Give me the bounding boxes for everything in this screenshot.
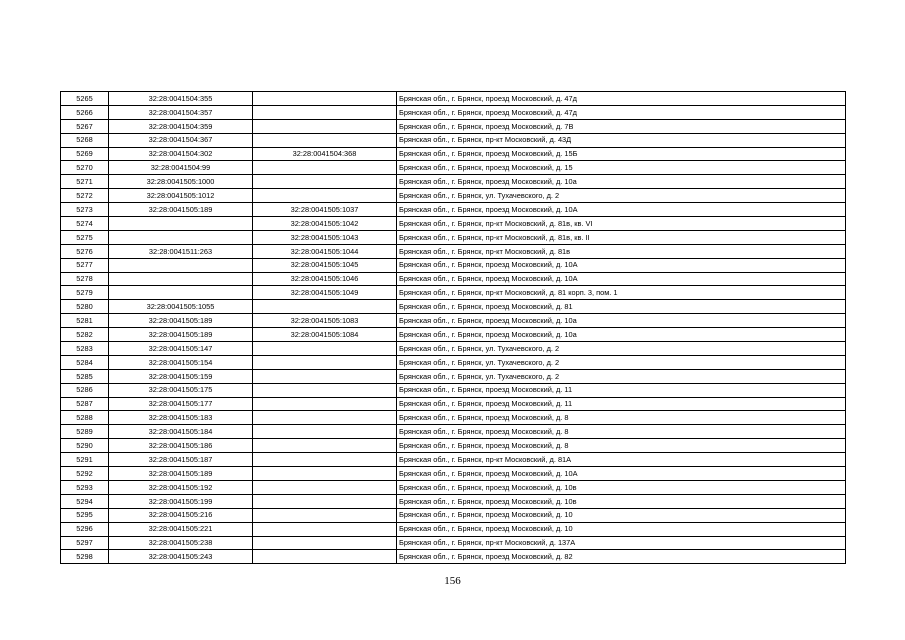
building-cadastral-number-cell xyxy=(253,425,397,439)
address-cell: Брянская обл., г. Брянск, пр-кт Московский, д. 137А xyxy=(397,536,846,550)
building-cadastral-number-cell xyxy=(253,467,397,481)
address-cell: Брянская обл., г. Брянск, ул. Тухачевского, д. 2 xyxy=(397,189,846,203)
row-number-cell: 5290 xyxy=(61,439,109,453)
building-cadastral-number-cell xyxy=(253,119,397,133)
table-row xyxy=(61,439,846,453)
building-cadastral-number-cell xyxy=(253,494,397,508)
table-row xyxy=(61,217,846,231)
row-number-cell: 5293 xyxy=(61,480,109,494)
address-cell: Брянская обл., г. Брянск, проезд Московский, д. 10в xyxy=(397,480,846,494)
address-cell: Брянская обл., г. Брянск, проезд Московский, д. 47д xyxy=(397,105,846,119)
cadastral-number-cell: 32:28:0041505:189 xyxy=(109,314,253,328)
building-cadastral-number-cell xyxy=(253,300,397,314)
address-cell: Брянская обл., г. Брянск, пр-кт Московский, д. 81А xyxy=(397,453,846,467)
address-cell: Брянская обл., г. Брянск, проезд Московский, д. 81 xyxy=(397,300,846,314)
address-cell: Брянская обл., г. Брянск, ул. Тухачевского, д. 2 xyxy=(397,369,846,383)
table-row xyxy=(61,467,846,481)
table-row xyxy=(61,258,846,272)
row-number-cell: 5265 xyxy=(61,92,109,106)
table-row xyxy=(61,92,846,106)
row-number-cell: 5278 xyxy=(61,272,109,286)
table-row xyxy=(61,522,846,536)
table-row xyxy=(61,272,846,286)
row-number-cell: 5273 xyxy=(61,203,109,217)
address-cell: Брянская обл., г. Брянск, проезд Московский, д. 10 xyxy=(397,508,846,522)
table-row xyxy=(61,480,846,494)
cadastral-number-cell: 32:28:0041505:183 xyxy=(109,411,253,425)
row-number-cell: 5295 xyxy=(61,508,109,522)
table-row xyxy=(61,189,846,203)
building-cadastral-number-cell xyxy=(253,161,397,175)
table-row xyxy=(61,453,846,467)
address-cell: Брянская обл., г. Брянск, проезд Московский, д. 7В xyxy=(397,119,846,133)
cadastral-number-cell xyxy=(109,258,253,272)
table-row xyxy=(61,508,846,522)
cadastral-number-cell: 32:28:0041505:184 xyxy=(109,425,253,439)
cadastral-number-cell: 32:28:0041505:1055 xyxy=(109,300,253,314)
row-number-cell: 5289 xyxy=(61,425,109,439)
row-number-cell: 5282 xyxy=(61,328,109,342)
cadastral-number-cell: 32:28:0041504:367 xyxy=(109,133,253,147)
cadastral-number-cell: 32:28:0041505:1012 xyxy=(109,189,253,203)
building-cadastral-number-cell xyxy=(253,397,397,411)
table-row xyxy=(61,147,846,161)
address-cell: Брянская обл., г. Брянск, пр-кт Московский, д. 43Д xyxy=(397,133,846,147)
building-cadastral-number-cell: 32:28:0041505:1042 xyxy=(253,217,397,231)
address-cell: Брянская обл., г. Брянск, проезд Московский, д. 10А xyxy=(397,467,846,481)
cadastral-number-cell: 32:28:0041504:302 xyxy=(109,147,253,161)
address-cell: Брянская обл., г. Брянск, проезд Московский, д. 11 xyxy=(397,383,846,397)
address-cell: Брянская обл., г. Брянск, проезд Московский, д. 47д xyxy=(397,92,846,106)
row-number-cell: 5279 xyxy=(61,286,109,300)
address-cell: Брянская обл., г. Брянск, проезд Московский, д. 10а xyxy=(397,328,846,342)
building-cadastral-number-cell: 32:28:0041505:1037 xyxy=(253,203,397,217)
address-cell: Брянская обл., г. Брянск, проезд Московский, д. 10а xyxy=(397,175,846,189)
row-number-cell: 5296 xyxy=(61,522,109,536)
row-number-cell: 5270 xyxy=(61,161,109,175)
cadastral-number-cell: 32:28:0041505:243 xyxy=(109,550,253,564)
row-number-cell: 5274 xyxy=(61,217,109,231)
row-number-cell: 5281 xyxy=(61,314,109,328)
table-row xyxy=(61,355,846,369)
address-cell: Брянская обл., г. Брянск, проезд Московский, д. 11 xyxy=(397,397,846,411)
cadastral-number-cell: 32:28:0041505:177 xyxy=(109,397,253,411)
building-cadastral-number-cell: 32:28:0041505:1049 xyxy=(253,286,397,300)
cadastral-number-cell: 32:28:0041504:359 xyxy=(109,119,253,133)
table-row xyxy=(61,342,846,356)
table-row xyxy=(61,119,846,133)
address-cell: Брянская обл., г. Брянск, проезд Московский, д. 8 xyxy=(397,411,846,425)
row-number-cell: 5283 xyxy=(61,342,109,356)
cadastral-number-cell: 32:28:0041505:159 xyxy=(109,369,253,383)
cadastral-number-cell: 32:28:0041505:216 xyxy=(109,508,253,522)
address-cell: Брянская обл., г. Брянск, проезд Московский, д. 10А xyxy=(397,272,846,286)
building-cadastral-number-cell xyxy=(253,411,397,425)
cadastral-number-cell xyxy=(109,286,253,300)
row-number-cell: 5272 xyxy=(61,189,109,203)
row-number-cell: 5280 xyxy=(61,300,109,314)
building-cadastral-number-cell xyxy=(253,439,397,453)
address-cell: Брянская обл., г. Брянск, пр-кт Московский, д. 81в xyxy=(397,244,846,258)
cadastral-number-cell: 32:28:0041505:199 xyxy=(109,494,253,508)
cadastral-number-cell xyxy=(109,217,253,231)
building-cadastral-number-cell xyxy=(253,508,397,522)
cadastral-number-cell xyxy=(109,230,253,244)
building-cadastral-number-cell xyxy=(253,369,397,383)
building-cadastral-number-cell xyxy=(253,536,397,550)
building-cadastral-number-cell xyxy=(253,175,397,189)
building-cadastral-number-cell: 32:28:0041505:1043 xyxy=(253,230,397,244)
table-row xyxy=(61,369,846,383)
row-number-cell: 5284 xyxy=(61,355,109,369)
cadastral-number-cell xyxy=(109,272,253,286)
row-number-cell: 5269 xyxy=(61,147,109,161)
cadastral-number-cell: 32:28:0041504:355 xyxy=(109,92,253,106)
table-row xyxy=(61,550,846,564)
building-cadastral-number-cell xyxy=(253,189,397,203)
building-cadastral-number-cell xyxy=(253,355,397,369)
row-number-cell: 5268 xyxy=(61,133,109,147)
address-cell: Брянская обл., г. Брянск, проезд Московский, д. 15Б xyxy=(397,147,846,161)
cadastral-number-cell: 32:28:0041511:263 xyxy=(109,244,253,258)
row-number-cell: 5292 xyxy=(61,467,109,481)
building-cadastral-number-cell xyxy=(253,550,397,564)
cadastral-number-cell: 32:28:0041505:189 xyxy=(109,467,253,481)
cadastral-number-cell: 32:28:0041505:189 xyxy=(109,328,253,342)
building-cadastral-number-cell: 32:28:0041505:1083 xyxy=(253,314,397,328)
cadastral-number-cell: 32:28:0041505:147 xyxy=(109,342,253,356)
table-row xyxy=(61,161,846,175)
building-cadastral-number-cell: 32:28:0041504:368 xyxy=(253,147,397,161)
address-cell: Брянская обл., г. Брянск, ул. Тухачевского, д. 2 xyxy=(397,355,846,369)
table-row xyxy=(61,314,846,328)
table-row xyxy=(61,328,846,342)
table-row xyxy=(61,203,846,217)
building-cadastral-number-cell xyxy=(253,480,397,494)
cadastral-number-cell: 32:28:0041505:154 xyxy=(109,355,253,369)
cadastral-number-cell: 32:28:0041504:99 xyxy=(109,161,253,175)
address-cell: Брянская обл., г. Брянск, ул. Тухачевского, д. 2 xyxy=(397,342,846,356)
building-cadastral-number-cell: 32:28:0041505:1045 xyxy=(253,258,397,272)
row-number-cell: 5271 xyxy=(61,175,109,189)
table-row xyxy=(61,425,846,439)
address-cell: Брянская обл., г. Брянск, проезд Московский, д. 82 xyxy=(397,550,846,564)
table-row xyxy=(61,383,846,397)
building-cadastral-number-cell xyxy=(253,105,397,119)
row-number-cell: 5267 xyxy=(61,119,109,133)
row-number-cell: 5266 xyxy=(61,105,109,119)
row-number-cell: 5277 xyxy=(61,258,109,272)
table-row xyxy=(61,536,846,550)
table-body xyxy=(61,92,846,564)
building-cadastral-number-cell: 32:28:0041505:1046 xyxy=(253,272,397,286)
building-cadastral-number-cell: 32:28:0041505:1084 xyxy=(253,328,397,342)
address-cell: Брянская обл., г. Брянск, проезд Московский, д. 15 xyxy=(397,161,846,175)
building-cadastral-number-cell xyxy=(253,342,397,356)
row-number-cell: 5288 xyxy=(61,411,109,425)
table-row xyxy=(61,230,846,244)
cadastral-number-cell: 32:28:0041505:1000 xyxy=(109,175,253,189)
address-cell: Брянская обл., г. Брянск, проезд Московский, д. 10в xyxy=(397,494,846,508)
row-number-cell: 5276 xyxy=(61,244,109,258)
cadastral-number-cell: 32:28:0041505:187 xyxy=(109,453,253,467)
row-number-cell: 5286 xyxy=(61,383,109,397)
table-row xyxy=(61,105,846,119)
building-cadastral-number-cell: 32:28:0041505:1044 xyxy=(253,244,397,258)
row-number-cell: 5294 xyxy=(61,494,109,508)
address-cell: Брянская обл., г. Брянск, проезд Московский, д. 10а xyxy=(397,314,846,328)
building-cadastral-number-cell xyxy=(253,453,397,467)
address-cell: Брянская обл., г. Брянск, проезд Московский, д. 8 xyxy=(397,439,846,453)
cadastral-number-cell: 32:28:0041505:238 xyxy=(109,536,253,550)
cadastral-number-cell: 32:28:0041505:221 xyxy=(109,522,253,536)
building-cadastral-number-cell xyxy=(253,133,397,147)
address-cell: Брянская обл., г. Брянск, проезд Московский, д. 10А xyxy=(397,203,846,217)
building-cadastral-number-cell xyxy=(253,522,397,536)
table-row xyxy=(61,494,846,508)
cadastral-number-cell: 32:28:0041505:192 xyxy=(109,480,253,494)
address-cell: Брянская обл., г. Брянск, пр-кт Московский, д. 81 корп. 3, пом. 1 xyxy=(397,286,846,300)
page-number: 156 xyxy=(444,575,461,587)
address-cell: Брянская обл., г. Брянск, пр-кт Московский, д. 81в, кв. VI xyxy=(397,217,846,231)
row-number-cell: 5285 xyxy=(61,369,109,383)
table-row xyxy=(61,411,846,425)
row-number-cell: 5291 xyxy=(61,453,109,467)
building-cadastral-number-cell xyxy=(253,383,397,397)
table-row xyxy=(61,244,846,258)
row-number-cell: 5287 xyxy=(61,397,109,411)
table-row xyxy=(61,133,846,147)
table-row xyxy=(61,300,846,314)
address-cell: Брянская обл., г. Брянск, проезд Московский, д. 10 xyxy=(397,522,846,536)
cadastral-number-cell: 32:28:0041504:357 xyxy=(109,105,253,119)
table-row xyxy=(61,286,846,300)
cadastral-number-cell: 32:28:0041505:175 xyxy=(109,383,253,397)
table-row xyxy=(61,175,846,189)
cadastral-number-cell: 32:28:0041505:186 xyxy=(109,439,253,453)
address-cell: Брянская обл., г. Брянск, проезд Московский, д. 10А xyxy=(397,258,846,272)
row-number-cell: 5298 xyxy=(61,550,109,564)
row-number-cell: 5275 xyxy=(61,230,109,244)
property-table xyxy=(60,91,846,564)
row-number-cell: 5297 xyxy=(61,536,109,550)
cadastral-number-cell: 32:28:0041505:189 xyxy=(109,203,253,217)
address-cell: Брянская обл., г. Брянск, проезд Московский, д. 8 xyxy=(397,425,846,439)
table-row xyxy=(61,397,846,411)
building-cadastral-number-cell xyxy=(253,92,397,106)
address-cell: Брянская обл., г. Брянск, пр-кт Московский, д. 81в, кв. II xyxy=(397,230,846,244)
